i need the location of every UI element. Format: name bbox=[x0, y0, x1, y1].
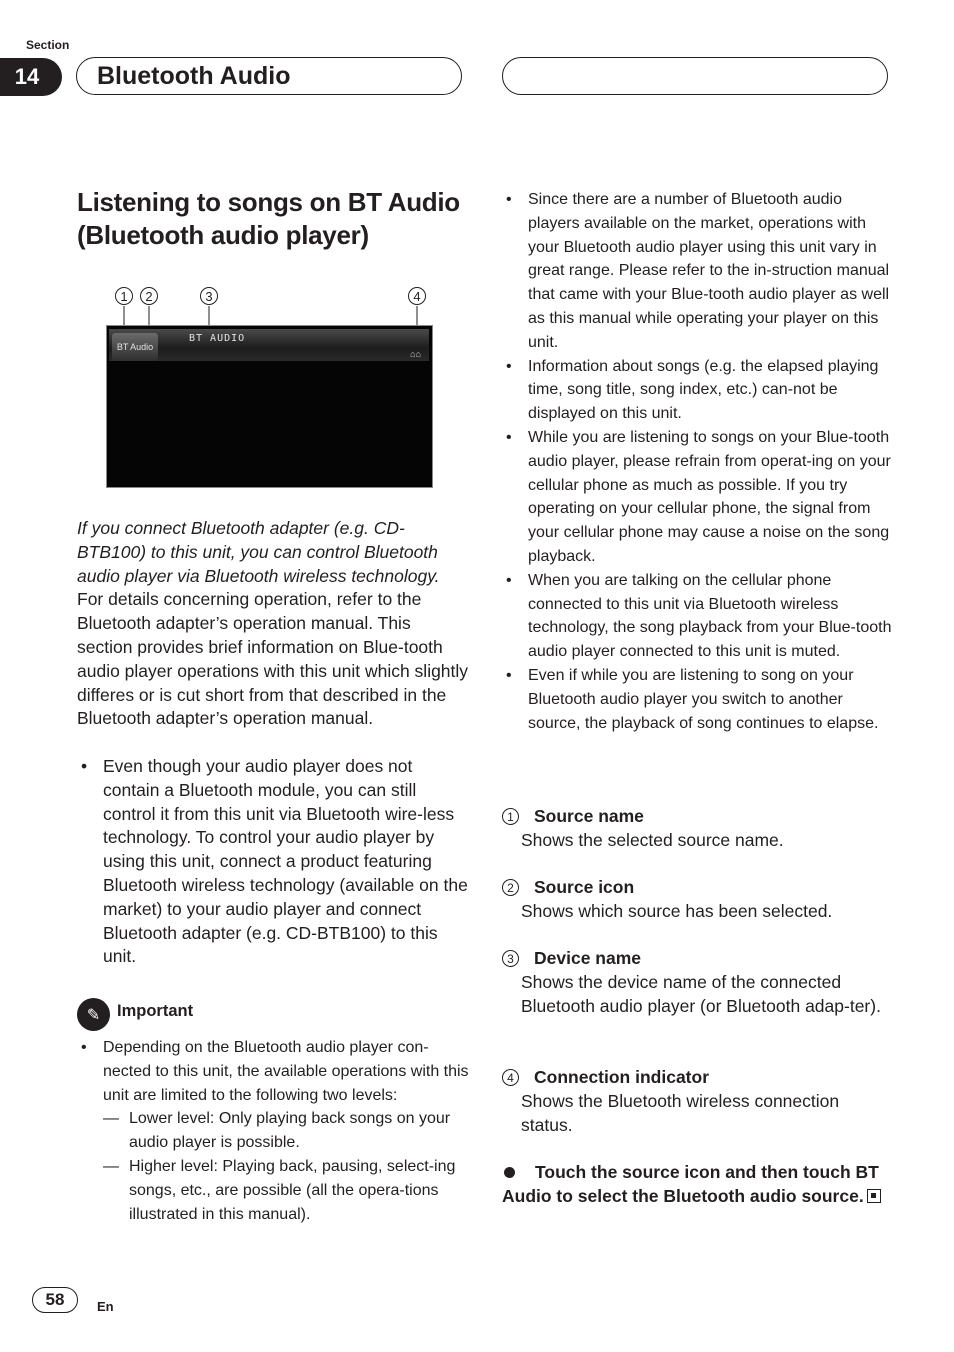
display-top-bar bbox=[109, 329, 429, 361]
page-heading: Listening to songs on BT Audio (Bluetooth audio player) bbox=[77, 187, 460, 250]
legend-item-source-name bbox=[502, 805, 894, 853]
legend-description: Shows which source has been selected. bbox=[521, 900, 833, 921]
end-mark-icon bbox=[867, 1189, 881, 1203]
language-label: En bbox=[97, 1299, 114, 1314]
device-name-label: BT AUDIO bbox=[189, 333, 246, 344]
legend-description: Shows the selected source name. bbox=[521, 829, 784, 850]
source-icon-button[interactable]: BT Audio bbox=[112, 333, 158, 361]
legend-item-connection-indicator bbox=[502, 1066, 894, 1137]
right-bullet-list bbox=[502, 188, 894, 735]
connection-indicator-icon: ⌂⌂ bbox=[410, 349, 421, 359]
legend-description: Shows the Bluetooth wireless connection status. bbox=[521, 1090, 840, 1135]
bullet-dot-icon bbox=[504, 1167, 515, 1178]
callout-number: 1 bbox=[502, 808, 519, 825]
callout-number: 2 bbox=[502, 879, 519, 896]
list-item: — Higher level: Playing back, pausing, select-ing songs, etc., are possible (all the opera-tions illustrated in this manual). bbox=[103, 1155, 469, 1226]
legend-description: Shows the device name of the connected Bluetooth audio player (or Bluetooth adap-ter). bbox=[521, 971, 881, 1016]
callout-number: 3 bbox=[502, 950, 519, 967]
list-item: • Even though your audio player does not contain a Bluetooth module, you can still control it from this unit via Bluetooth wire-less technology. To control your audio player by using this unit, connect a product featuring Bluetooth wireless technology (available on the market) to your audio player and connect Bluetooth adapter (e.g. CD-BTB100) to this unit. bbox=[77, 755, 469, 969]
list-item: • While you are listening to songs on your Blue-tooth audio player, please refrain from operat-ing on your cellular phone as much as possible. If you try operating on your cellular phone, the signal from your cellular phone may cause a noise on the song playback. bbox=[502, 426, 894, 569]
section-title: Bluetooth Audio bbox=[76, 57, 462, 95]
intro-italic: If you connect Bluetooth adapter (e.g. CD-BTB100) to this unit, you can control Bluetooth audio player via Bluetooth wireless technology. bbox=[77, 518, 440, 586]
section-number: 14 bbox=[0, 58, 62, 96]
callout-2: 2 bbox=[140, 286, 158, 305]
callout-4: 4 bbox=[408, 286, 426, 305]
page-number: 58 bbox=[32, 1287, 78, 1313]
list-item: • Information about songs (e.g. the elapsed playing time, song title, song index, etc.) can-not be displayed on this unit. bbox=[502, 355, 894, 426]
legend-title: Source icon bbox=[534, 877, 635, 897]
section-label: Section bbox=[26, 38, 70, 52]
list-item: • Depending on the Bluetooth audio player con-nected to this unit, the available operations with this unit are limited to the following two levels: — Lower level: Only playing back songs on your audio player is possible. — Higher level: Playing back, pausing, select-ing songs, etc., are possible (all the opera-tions illustrated in this manual). bbox=[77, 1036, 469, 1226]
important-icon: ✎ bbox=[77, 998, 110, 1031]
intro-paragraph bbox=[77, 517, 469, 731]
important-label: Important bbox=[117, 1002, 194, 1020]
display-screenshot bbox=[106, 325, 433, 488]
callout-1: 1 bbox=[115, 286, 133, 305]
list-item: • When you are talking on the cellular phone connected to this unit via Bluetooth wireless technology, the song playback from your Blue-tooth audio player connected to this unit is muted. bbox=[502, 569, 894, 664]
left-bullet-list bbox=[77, 755, 469, 969]
action-instruction bbox=[502, 1160, 894, 1208]
legend-title: Device name bbox=[534, 948, 642, 968]
action-text: Touch the source icon and then touch BT Audio to select the Bluetooth audio source. bbox=[502, 1162, 879, 1206]
legend-item-source-icon bbox=[502, 876, 894, 924]
list-item: • Even if while you are listening to song on your Bluetooth audio player you switch to another source, the playback of song continues to elapse. bbox=[502, 664, 894, 735]
list-item: • Since there are a number of Bluetooth audio players available on the market, operations with your Bluetooth audio player using this unit vary in great range. Please refer to the in-struction manual that came with your Blue-tooth audio player as well as this manual while operating your player on this unit. bbox=[502, 188, 894, 355]
important-list bbox=[77, 1036, 469, 1226]
legend-item-device-name bbox=[502, 947, 894, 1018]
intro-text: For details concerning operation, refer to the Bluetooth adapter’s operation manual. This section provides brief information on Blue-tooth audio player operations with this unit which slightly differes or is cut short from that described in the Bluetooth adapter’s operation manual. bbox=[77, 589, 469, 729]
header-empty-pill bbox=[502, 57, 888, 95]
legend-title: Connection indicator bbox=[534, 1067, 709, 1087]
callout-3: 3 bbox=[200, 286, 218, 305]
list-item: — Lower level: Only playing back songs on your audio player is possible. bbox=[103, 1107, 469, 1155]
callout-number: 4 bbox=[502, 1069, 519, 1086]
legend-title: Source name bbox=[534, 806, 644, 826]
